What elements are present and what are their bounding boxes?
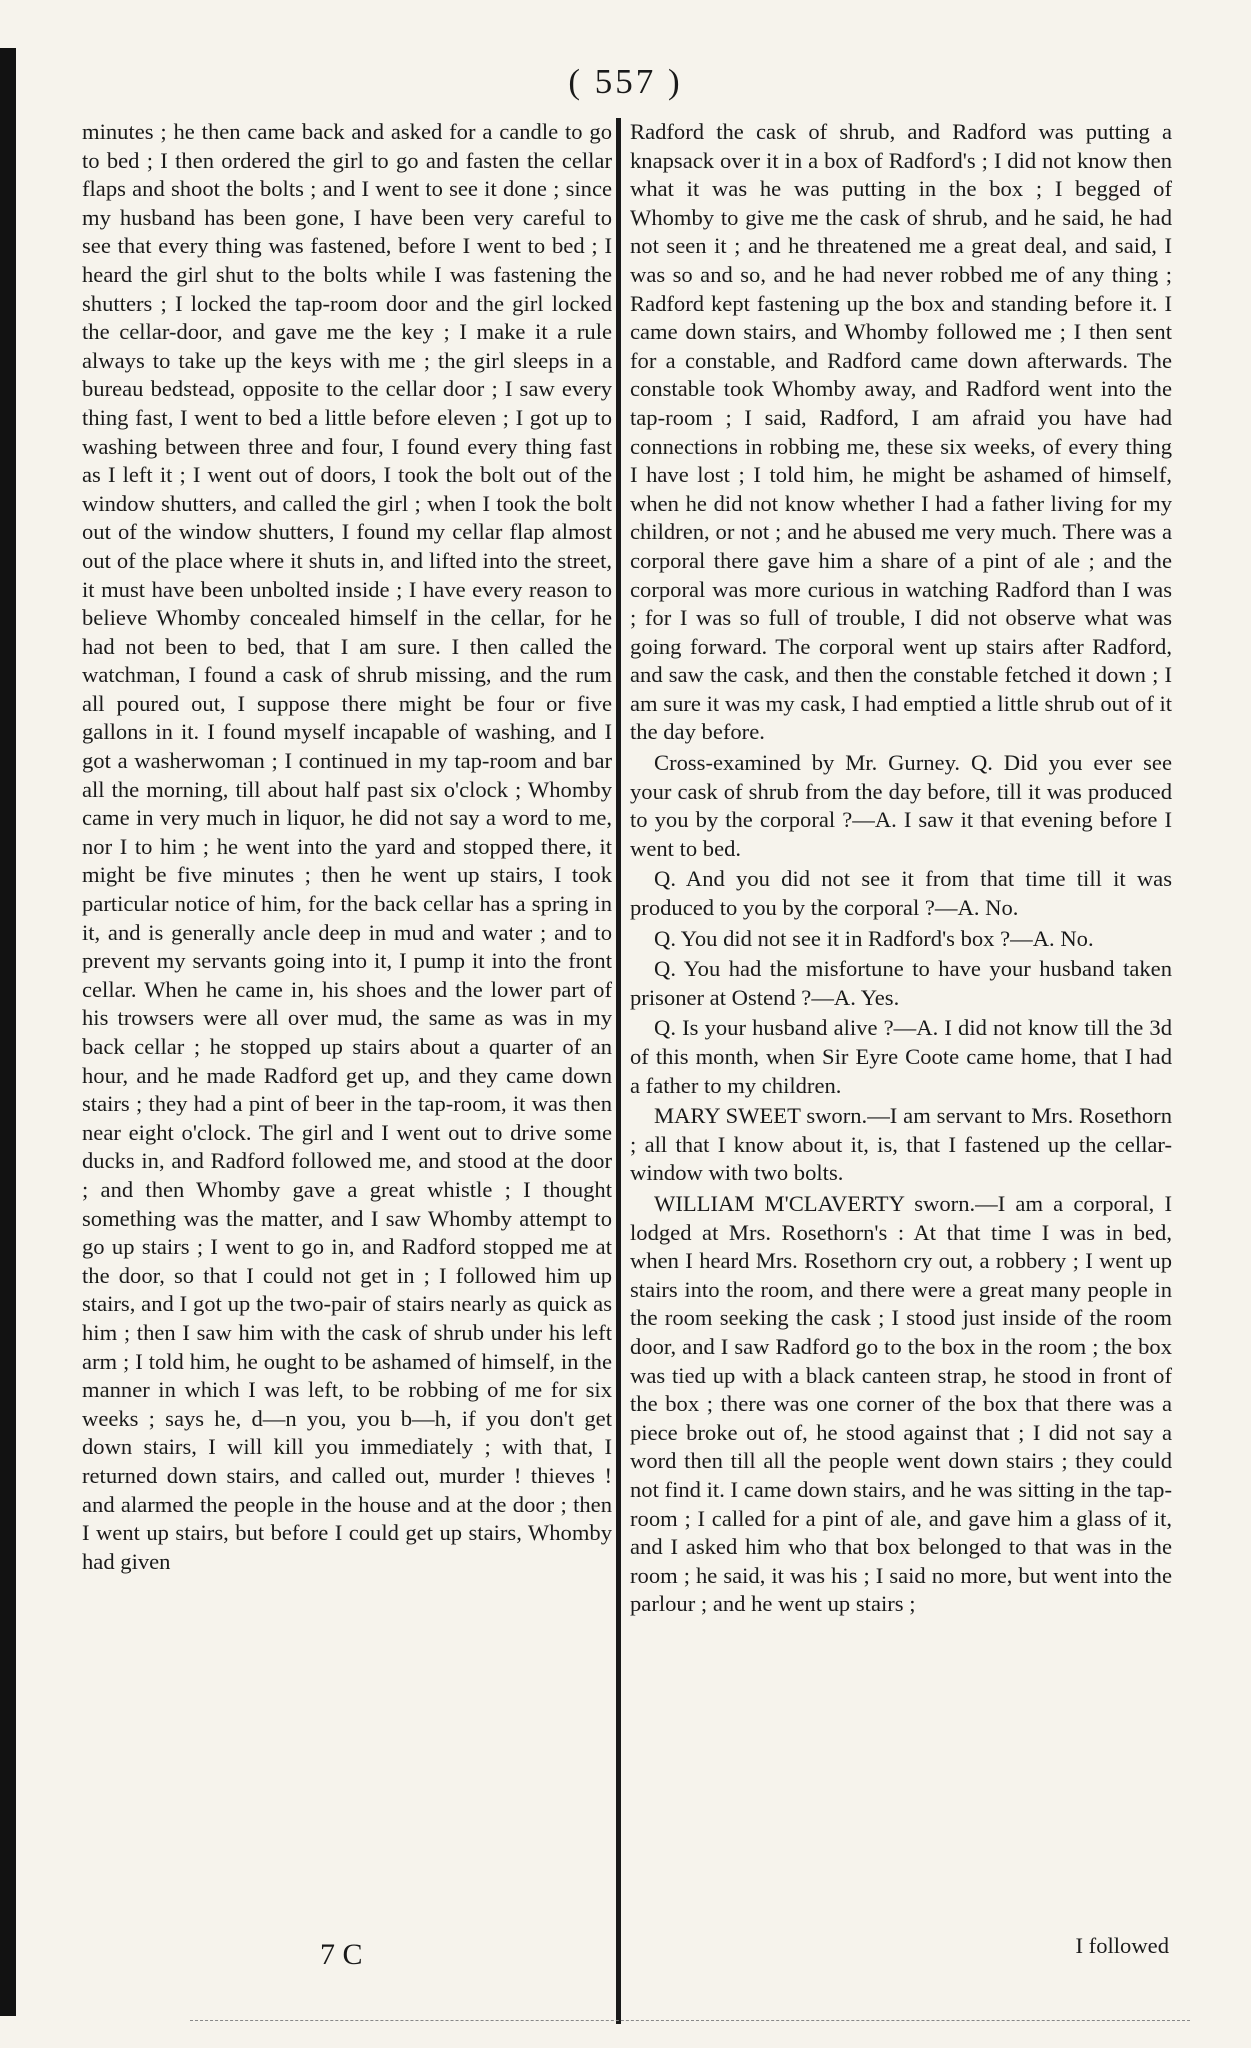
signature-mark: 7 C bbox=[320, 1938, 363, 1971]
right-paragraph: Q. You had the misfortune to have your husband taken prisoner at Ostend ?—A. Yes. bbox=[630, 956, 1172, 1010]
right-column bbox=[630, 118, 1172, 1619]
right-paragraph: Q. You did not see it in Radford's box ?—A. No. bbox=[654, 925, 1094, 951]
right-paragraph: WILLIAM M'CLAVERTY sworn.—I am a corporal, I lodged at Mrs. Rosethorn's : At that time I was in bed, when I heard Mrs. Rosethorn cry out, a robbery ; I went up stairs into the room, and there were a great many people in the room seeking the cask ; I stood just inside of the room door, and I saw Radford go to the box in the room ; the box was tied up with a black canteen strap, he stood in front of the box ; there was one corner of the box that there was a piece broke out of, he stood against that ; I did not say a word then till all the people went down stairs ; they could not find it. I came down stairs, and he was sitting in the tap-room ; I called for a pint of ale, and gave him a glass of it, and I asked him who that box belonged to that was in the room ; he said, it was his ; I said no more, but went into the parlour ; and he went up stairs ; bbox=[630, 1190, 1172, 1617]
right-paragraph: Radford the cask of shrub, and Radford was putting a knapsack over it in a box of Radford's ; I did not know then what it was he was putting in the box ; I begged of Whomby to give me the cask of shrub, and he said, he had not seen it ; and he threatened me a great deal, and said, I was so and so, and he had never robbed me of any thing ; Radford kept fastening up the box and standing before it. I came down stairs, and Whomby followed me ; I then sent for a constable, and Radford came down afterwards. The constable took Whomby away, and Radford went into the tap-room ; I said, Radford, I am afraid you have had connections in robbing me, these six weeks, of every thing I have lost ; I told him, he might be ashamed of himself, when he did not know whether I had a father living for my children, or not ; and he abused me very much. There was a corporal there gave him a share of a pint of ale ; and the corporal was more curious in watching Radford than I was ; for I was so full of trouble, I did not observe what was going forward. The corporal went up stairs after Radford, and saw the cask, and then the constable fetched it down ; I am sure it was my cask, I had emptied a little shrub out of it the day before. bbox=[630, 119, 1172, 745]
left-paragraph: minutes ; he then came back and asked for a candle to go to bed ; I then ordered the girl to go and fasten the cellar flaps and shoot the bolts ; and I went to see it done ; since my husband has been gone, I have been very careful to see that every thing was fastened, before I went to bed ; I heard the girl shut to the bolts while I was fastening the shutters ; I locked the tap-room door and the girl locked the cellar-door, and gave me the key ; I make it a rule always to take up the keys with me ; the girl sleeps in a bureau bedstead, opposite to the cellar door ; I saw every thing fast, I went to bed a little before eleven ; I got up to washing between three and four, I found every thing fast as I left it ; I went out of doors, I took the bolt out of the window shutters, and called the girl ; when I took the bolt out of the window shutters, I found my cellar flap almost out of the place where it shuts in, and lifted into the street, it must have been unbolted inside ; I have every reason to believe Whomby concealed himself in the cellar, for he had not been to bed, that I am sure. I then called the watchman, I found a cask of shrub missing, and the rum all poured out, I suppose there might be four or five gallons in it. I found myself incapable of washing, and I got a washerwoman ; I continued in my tap-room and bar all the morning, till about half past six o'clock ; Whomby came in very much in liquor, he did not say a word to me, nor I to him ; he went into the yard and stopped there, it might be five minutes ; then he went up stairs, I took particular notice of him, for the back cellar has a spring in it, and is generally ancle deep in mud and water ; and to prevent my servants going into it, I pump it into the front cellar. When he came in, his shoes and the lower part of his trowsers were all over mud, the same as was in my back cellar ; he stopped up stairs about a quarter of an hour, and he made Radford get up, and they came down stairs ; they had a pint of beer in the tap-room, it was then near eight o'clock. The girl and I went out to drive some ducks in, and Radford followed me, and stood at the door ; and then Whomby gave a great whistle ; I thought something was the matter, and I saw Whomby attempt to go up stairs ; I went to go in, and Radford stopped me at the door, so that I could not get in ; I followed him up stairs, and I got up the two-pair of stairs nearly as quick as him ; then I saw him with the cask of shrub under his left arm ; I told him, he ought to be ashamed of himself, in the manner in which I was left, to be robbing of me for six weeks ; says he, d—n you, you b—h, if you don't get down stairs, I will kill you immediately ; with that, I returned down stairs, and called out, murder ! thieves ! and alarmed the people in the house and at the door ; then I went up stairs, but before I could get up stairs, Whomby had given bbox=[82, 119, 612, 1574]
right-paragraph: Q. Is your husband alive ?—A. I did not know till the 3d of this month, when Sir Eyre Coote came home, that I had a father to my children. bbox=[630, 1015, 1172, 1098]
left-column bbox=[82, 118, 612, 1576]
column-rule bbox=[616, 118, 621, 2024]
bottom-edge-line bbox=[190, 2020, 1190, 2021]
page-number: ( 557 ) bbox=[568, 62, 683, 101]
right-paragraph: MARY SWEET sworn.—I am servant to Mrs. Rosethorn ; all that I know about it, is, that I fastened up the cellar-window with two bolts. bbox=[630, 1103, 1172, 1186]
catchword: I followed bbox=[1075, 1933, 1169, 1958]
right-paragraph: Q. And you did not see it from that time till it was produced to you by the corporal ?—A. No. bbox=[630, 866, 1172, 921]
page-binding-edge bbox=[0, 48, 16, 2016]
right-paragraph: Cross-examined by Mr. Gurney. Q. Did you ever see your cask of shrub from the day before, till it was produced to you by the corporal ?—A. I saw it that evening before I went to bed. bbox=[630, 750, 1172, 861]
